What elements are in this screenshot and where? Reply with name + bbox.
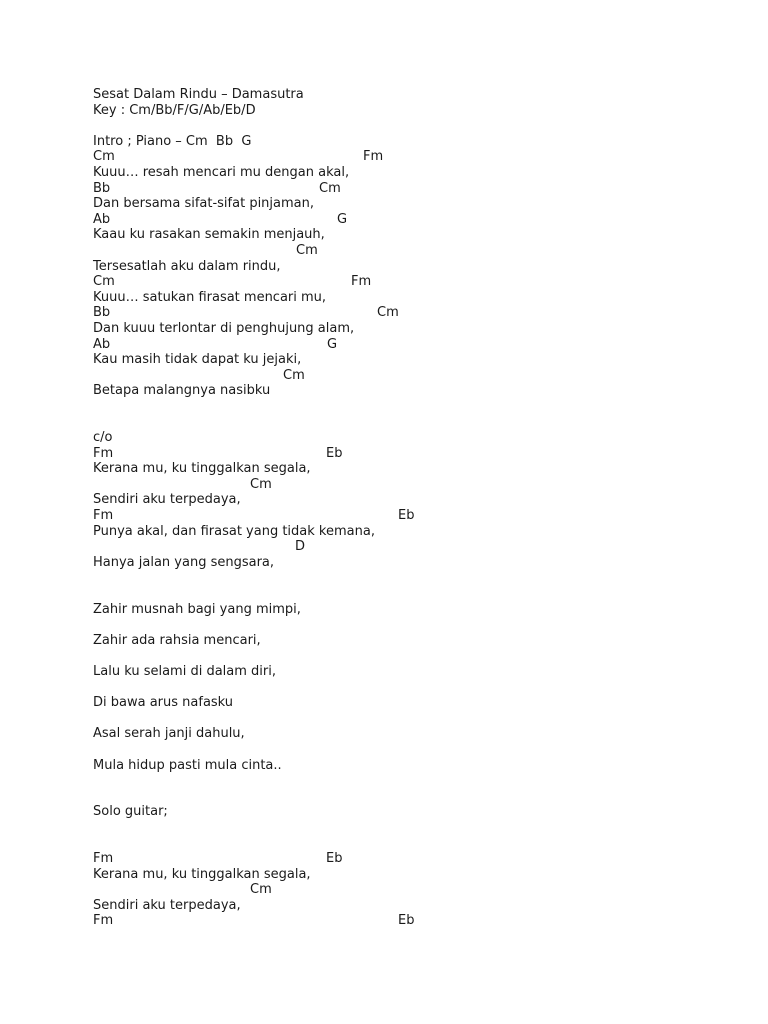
chord-label: Fm: [351, 274, 372, 290]
chord-label: Fm: [93, 851, 114, 867]
lyric-line: Hanya jalan yang sengsara,: [93, 554, 275, 570]
chord-line: [93, 274, 733, 290]
chord-label: Fm: [363, 149, 384, 165]
chord-label: Cm: [250, 882, 272, 898]
lyric-line: Kuuu… satukan firasat mencari mu,: [93, 289, 327, 305]
lyric-line: Sendiri aku terpedaya,: [93, 897, 241, 913]
lyric-line: Kuuu… resah mencari mu dengan akal,: [93, 164, 350, 180]
song-title: Sesat Dalam Rindu – Damasutra: [93, 87, 304, 102]
chord-line: [93, 149, 733, 165]
lyric-line: Dan kuuu terlontar di penghujung alam,: [93, 320, 355, 336]
blank-line: [93, 414, 733, 430]
blank-line: [93, 680, 733, 696]
chord-label: G: [337, 211, 348, 227]
chord-label: Bb: [93, 305, 111, 321]
lyric-line: Kerana mu, ku tinggalkan segala,: [93, 866, 311, 882]
song-key: Key : Cm/Bb/F/G/Ab/Eb/D: [93, 102, 256, 118]
chord-label: Cm: [93, 149, 115, 165]
chord-sheet: [93, 87, 733, 929]
chord-line: [93, 882, 733, 898]
lyric-line: Zahir musnah bagi yang mimpi,: [93, 601, 301, 617]
lyric-line: Mula hidup pasti mula cinta..: [93, 757, 282, 773]
chord-label: Cm: [377, 305, 399, 321]
chord-label: Ab: [93, 336, 111, 352]
lyric-line: Betapa malangnya nasibku: [93, 383, 271, 399]
chord-line: [93, 508, 733, 524]
blank-line: [93, 773, 733, 789]
blank-line: [93, 711, 733, 727]
chord-label: Cm: [283, 367, 305, 383]
chord-label: Cm: [319, 180, 341, 196]
blank-line: [93, 399, 733, 415]
chord-label: Eb: [398, 913, 415, 929]
chord-label: Bb: [93, 180, 111, 196]
chord-label: Eb: [326, 851, 343, 867]
lyric-line: Di bawa arus nafasku: [93, 695, 234, 711]
lyric-line: Tersesatlah aku dalam rindu,: [93, 258, 281, 274]
chord-line: [93, 539, 733, 555]
blank-line: [93, 742, 733, 758]
blank-line: [93, 617, 733, 633]
chord-label: Fm: [93, 508, 114, 524]
chord-label: Ab: [93, 211, 111, 227]
lyric-line: Dan bersama sifat-sifat pinjaman,: [93, 196, 314, 212]
blank-line: [93, 820, 733, 836]
chord-label: Fm: [93, 445, 114, 461]
lyric-line: Intro ; Piano – Cm Bb G: [93, 133, 252, 149]
chord-label: Eb: [326, 445, 343, 461]
chord-line: [93, 368, 733, 384]
chord-line: [93, 477, 733, 493]
blank-line: [93, 836, 733, 852]
lyric-line: Punya akal, dan firasat yang tidak kemana,: [93, 523, 375, 539]
lyric-line: Lalu ku selami di dalam diri,: [93, 663, 276, 679]
chord-label: Cm: [93, 274, 115, 290]
chord-line: [93, 851, 733, 867]
chord-line: [93, 181, 733, 197]
chord-label: Eb: [398, 508, 415, 524]
chord-line: [93, 212, 733, 228]
lyric-line: Kau masih tidak dapat ku jejaki,: [93, 352, 302, 368]
blank-line: [93, 586, 733, 602]
chord-label: Cm: [296, 242, 318, 258]
chord-label: D: [295, 539, 306, 555]
blank-line: [93, 789, 733, 805]
lyric-line: Solo guitar;: [93, 804, 168, 820]
chord-label: Cm: [250, 476, 272, 492]
lyric-line: Sendiri aku terpedaya,: [93, 492, 241, 508]
chord-line: [93, 446, 733, 462]
chord-line: [93, 913, 733, 929]
chord-line: [93, 337, 733, 353]
lyric-line: Kaau ku rasakan semakin menjauh,: [93, 227, 325, 243]
lyric-line: Kerana mu, ku tinggalkan segala,: [93, 461, 311, 477]
chord-line: [93, 243, 733, 259]
blank-line: [93, 648, 733, 664]
lyric-line: c/o: [93, 430, 113, 446]
lyric-line: Asal serah janji dahulu,: [93, 726, 245, 742]
blank-line: [93, 118, 733, 134]
chord-label: G: [327, 336, 338, 352]
blank-line: [93, 570, 733, 586]
lyric-line: Zahir ada rahsia mencari,: [93, 632, 261, 648]
chord-label: Fm: [93, 913, 114, 929]
chord-line: [93, 305, 733, 321]
